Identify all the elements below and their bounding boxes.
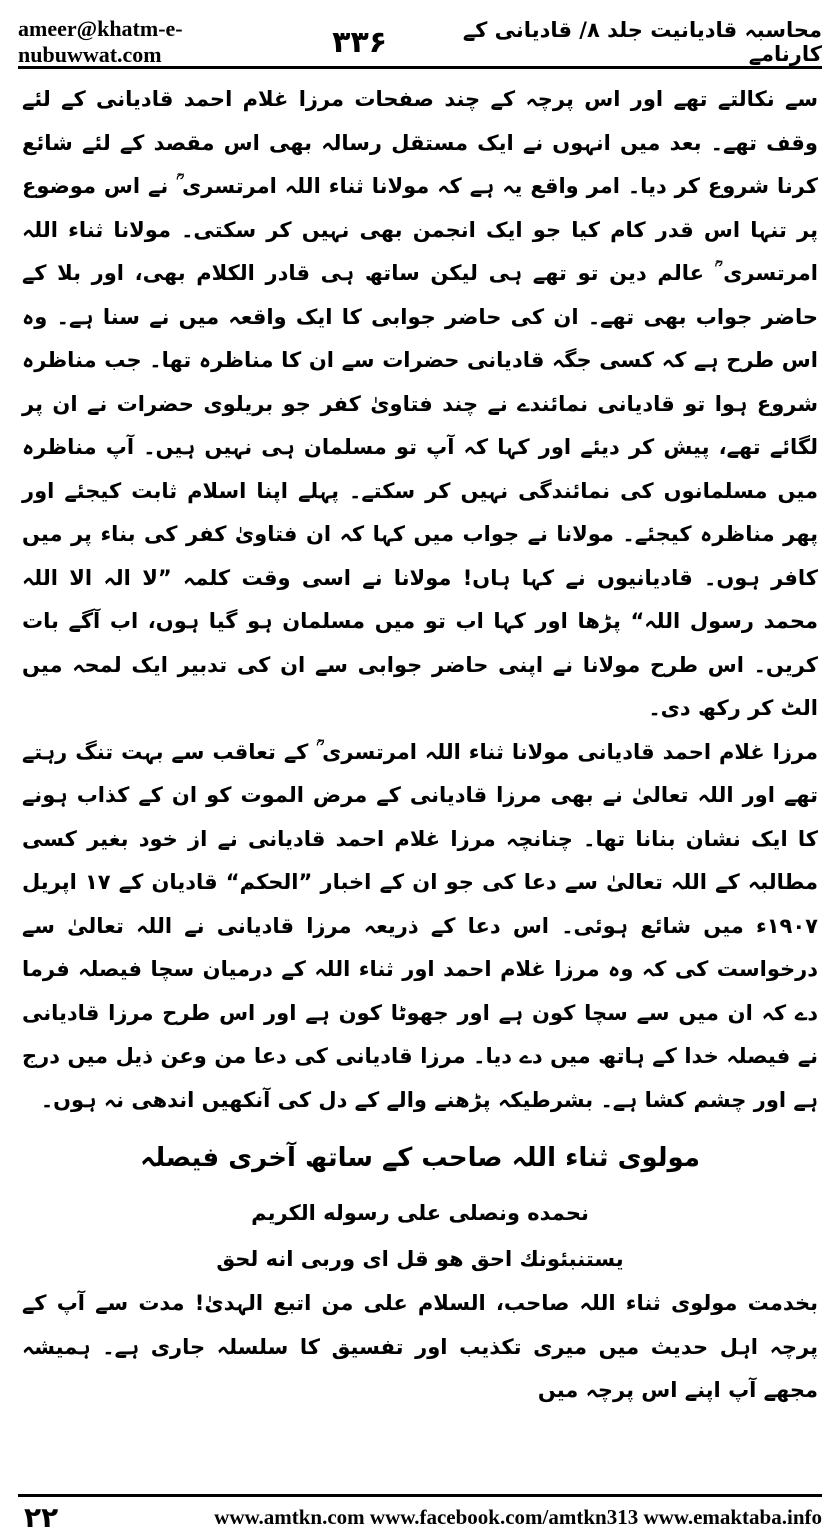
page-footer [18,1494,822,1537]
header-email: ameer@khatm-e-nubuwwat.com [18,16,183,67]
page-header [18,18,822,69]
header-book-title: محاسبہ قادیانیت جلد ۸/ قادیانی کے کارنامے [462,18,822,66]
arabic-line-1: نحمده ونصلى على رسوله الكريم [251,1201,589,1225]
footer-links: www.amtkn.com www.facebook.com/amtkn313 www.emaktaba.info [214,1504,822,1529]
body-paragraph-1: سے نکالتے تھے اور اس پرچہ کے چند صفحات مرزا غلام احمد قادیانی کے لئے وقف تھے۔ بعد میں انہوں نے ایک مستقل رسالہ بھی اس مقصد کے لئے شائع کرنا شروع کر دیا۔ امر واقع یہ ہے کہ مولانا ثناء اللہ امرتسری ؒ نے اس موضوع پر تنہا اس قدر کام کیا جو ایک انجمن بھی نہیں کر سکتی۔ مولانا ثناء اللہ امرتسری ؒ عالم دین تو تھے ہی لیکن ساتھ ہی قادر الکلام بھی، اور بلا کے حاضر جواب بھی تھے۔ ان کی حاضر جوابی کا ایک واقعہ میں نے سنا ہے۔ وہ اس طرح ہے کہ کسی جگہ قادیانی حضرات سے ان کا مناظرہ تھا۔ جب مناظرہ شروع ہوا تو قادیانی نمائندے نے چند فتاویٰ کفر جو بریلوی حضرات نے ان پر لگائے تھے، پیش کر دیئے اور کہا کہ آپ تو مسلمان ہی نہیں ہیں۔ آپ مناظرہ میں مسلمانوں کی نمائندگی نہیں کر سکتے۔ پہلے اپنا اسلام ثابت کیجئے اور پھر مناظرہ کیجئے۔ مولانا نے جواب میں کہا کہ ان فتاویٰ کفر کی بناء پر میں کافر ہوں۔ قادیانیوں نے کہا ہاں! مولانا نے اسی وقت کلمہ ”لا الہ الا اللہ محمد رسول اللہ“ پڑھا اور کہا اب تو میں مسلمان ہو گیا ہوں، اب آگے بات کریں۔ اس طرح مولانا نے اپنی حاضر جوابی سے ان کی تدبیر ایک لمحہ میں الٹ کر رکھ دی۔ [22,87,818,720]
header-page-number: ۳۳۶ [332,24,388,60]
arabic-line-2: يستنبئونك احق هو قل اى وربى انه لحق [216,1247,624,1271]
body-paragraph-3: بخدمت مولوی ثناء اللہ صاحب، السلام علی من اتبع الہدیٰ! مدت سے آپ کے پرچہ اہل حدیث میں میری تکذیب اور تفسیق کا سلسلہ جاری ہے۔ ہمیشہ مجھے آپ اپنے اس پرچہ میں [22,1291,818,1402]
page-body [22,78,818,1413]
section-heading: مولوی ثناء اللہ صاحب کے ساتھ آخری فیصلہ [140,1143,700,1173]
body-paragraph-2: مرزا غلام احمد قادیانی مولانا ثناء اللہ امرتسری ؒ کے تعاقب سے بہت تنگ رہتے تھے اور اللہ تعالیٰ نے بھی مرزا قادیانی کے مرض الموت کو ان کے کذاب ہونے کا ایک نشان بنانا تھا۔ چنانچہ مرزا غلام احمد قادیانی نے از خود بغیر کسی مطالبہ کے اللہ تعالیٰ سے دعا کی جو ان کے اخبار ”الحکم“ قادیان کے ۱۷ اپریل ۱۹۰۷ء میں شائع ہوئی۔ اس دعا کے ذریعہ مرزا قادیانی نے اللہ تعالیٰ سے درخواست کی کہ وہ مرزا غلام احمد اور ثناء اللہ کے درمیان سچا فیصلہ فرما دے کہ ان میں سے سچا کون ہے اور جھوٹا کون ہے اور اس طرح مرزا قادیانی نے فیصلہ خدا کے ہاتھ میں دے دیا۔ مرزا قادیانی کی دعا من وعن ذیل میں درج ہے اور چشم کشا ہے۔ بشرطیکہ پڑھنے والے کے دل کی آنکھیں اندھی نہ ہوں۔ [22,739,818,1112]
footer-folio: ۲۲ [24,1500,59,1534]
header-left [18,16,387,68]
